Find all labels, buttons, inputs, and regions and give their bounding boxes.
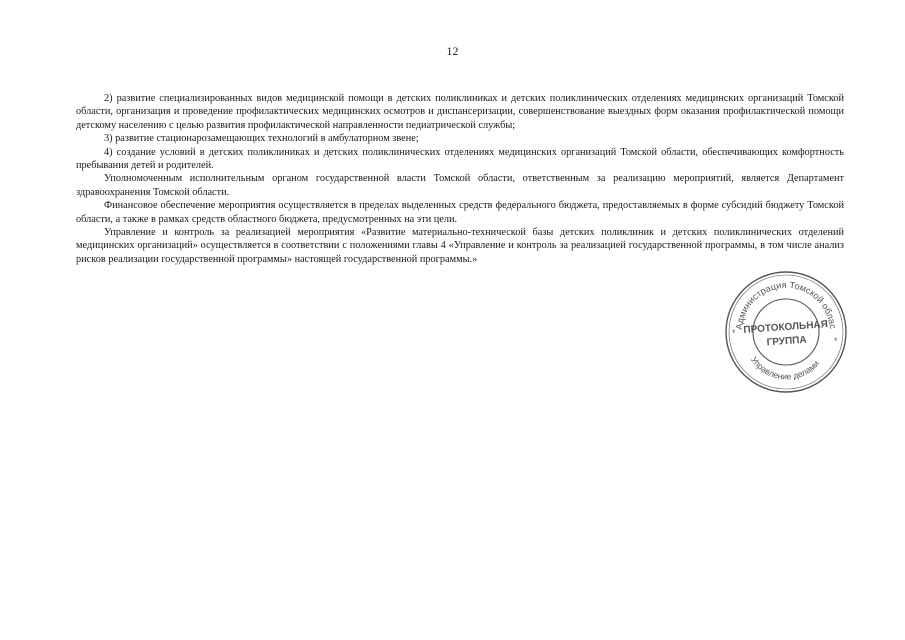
stamp-star-left-icon: * xyxy=(732,328,736,338)
stamp-outer-bottom-text: Управление делами xyxy=(749,354,821,382)
paragraph-item-2: 2) развитие специализированных видов медицинской помощи в детских поликлиниках и детских поликлинических отделениях медицинских организаций Томской области, организация и проведение профилактических медицинских осмотров и диспансеризации, совершенствование выездных форм оказания профилактической помощи детскому населению с целью развития профилактической направленности педиатрической службы; xyxy=(76,93,844,131)
stamp-star-right-icon: * xyxy=(834,336,838,346)
paragraph-item-4: 4) создание условий в детских поликлиниках и детских поликлинических отделениях медицинских организаций Томской области, обеспечивающих комфортность пребывания детей и родителей. xyxy=(76,146,844,172)
page-number: 12 xyxy=(446,44,459,58)
stamp-center-line-1: ПРОТОКОЛЬНАЯ xyxy=(743,319,829,336)
official-stamp xyxy=(722,268,850,396)
document-body xyxy=(76,92,844,266)
paragraph-item-3: 3) развитие стационарозамещающих технологий в амбулаторном звене; xyxy=(104,133,419,145)
stamp-outer-top-text: Администрация Томской облас xyxy=(733,279,838,331)
paragraph-financing: Финансовое обеспечение мероприятия осуществляется в пределах выделенных средств федерального бюджета, предоставляемых в форме субсидий бюджету Томской области, а также в рамках средств областного бюджета, предусмотренных на эти цели. xyxy=(76,200,844,225)
paragraph-responsible-body: Уполномоченным исполнительным органом государственной власти Томской области, ответственным за реализацию мероприятий, является Департамент здравоохранения Томской области. xyxy=(76,173,844,198)
stamp-center-line-2: ГРУППА xyxy=(766,334,808,349)
stamp-seal-icon xyxy=(722,268,850,396)
paragraph-management-control: Управление и контроль за реализацией мероприятия «Развитие материально-технической базы детских поликлиник и детских поликлинических отделений медицинских организаций» осуществляется в соответствии с положениями главы 4 «Управление и контроль за реализацией государственной программы, в том числе анализ рисков реализации государственной программы» настоящей государственной программы.» xyxy=(76,227,844,265)
